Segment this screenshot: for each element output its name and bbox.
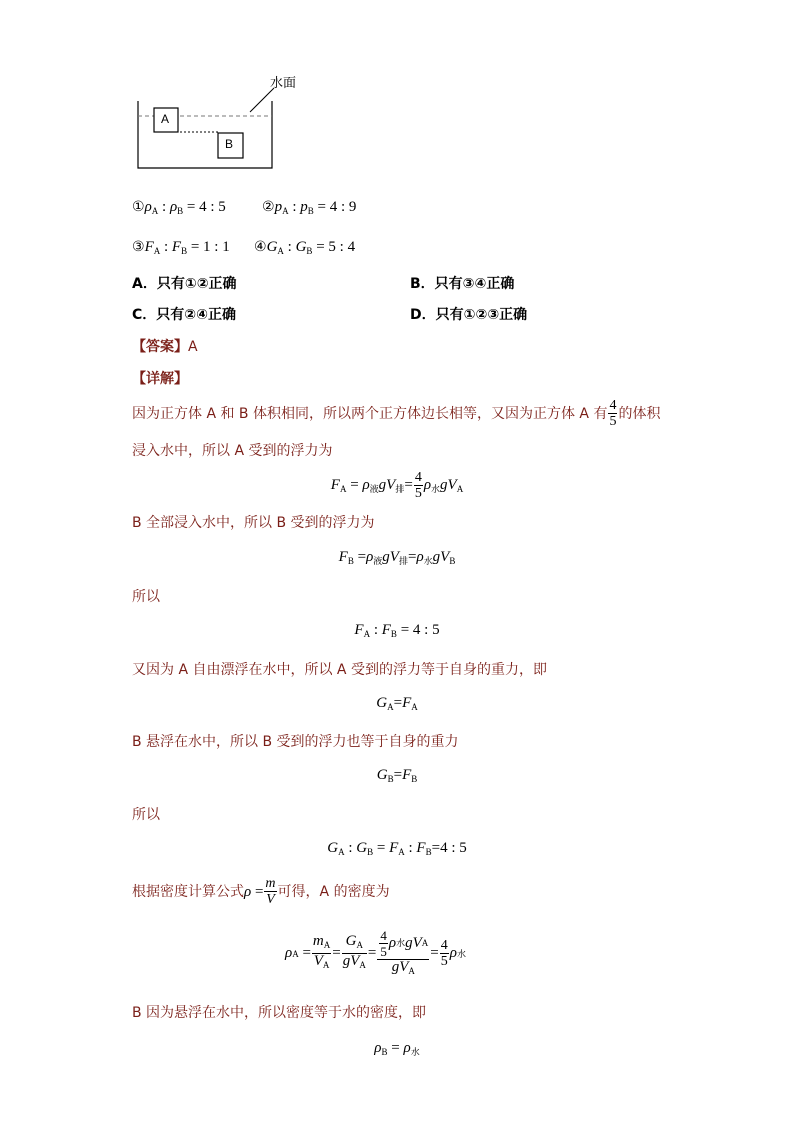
paragraph-1-text-a: 因为正方体 A 和 B 体积相同，所以两个正方体边长相等，又因为正方体 A 有 <box>132 405 608 422</box>
explanation-paragraph-8 <box>132 876 390 907</box>
option-d: D．只有①②③正确 <box>410 307 528 323</box>
explanation-paragraph-4: 所以 <box>132 589 160 605</box>
density-formula: ρ = $\frac{m}{V}$ <box>244 876 276 907</box>
statement-1-mark: ① <box>132 199 145 215</box>
answer-line <box>132 337 198 357</box>
equation-3: $F_A$ : $F_B = 4$ : 5 <box>354 622 440 639</box>
statement-1-formula: $\rho_A$ : $\rho_B = 4$ : 5 <box>144 199 226 216</box>
answer-value: A <box>188 339 198 355</box>
explanation-paragraph-1 <box>132 398 660 429</box>
statement-4-mark: ④ <box>254 239 267 255</box>
statement-3 <box>132 236 230 257</box>
block-b-label: B <box>225 137 234 151</box>
paragraph-8-text-a: 根据密度计算公式 <box>132 883 244 900</box>
statement-1 <box>132 196 226 217</box>
explanation-paragraph-6: B 悬浮在水中，所以 B 受到的浮力也等于自身的重力 <box>132 734 459 750</box>
option-c: C．只有②④正确 <box>132 307 236 323</box>
water-surface-label: 水面 <box>270 76 297 91</box>
equation-1: $F_A = \rho_液gV_排=$ $\frac{4}{5}$ $\rho_水gV_A$ <box>330 470 464 501</box>
statement-4 <box>254 236 355 257</box>
explanation-paragraph-9: B 因为悬浮在水中，所以密度等于水的密度，即 <box>132 1005 427 1021</box>
statement-2-mark: ② <box>262 199 275 215</box>
explanation-paragraph-7: 所以 <box>132 807 160 823</box>
statement-3-formula: $F_A$ : $F_B = 1$ : 1 <box>144 239 230 256</box>
answer-label: 【答案】 <box>132 339 188 355</box>
equation-9: $\rho_B = \rho_水$ <box>374 1040 420 1057</box>
explanation-paragraph-3: B 全部浸入水中，所以 B 受到的浮力为 <box>132 515 375 531</box>
statement-4-formula: $G_A$ : $G_B = 5$ : 4 <box>266 239 356 256</box>
four-fifths-fraction: $\frac{4}{5}$ <box>609 398 617 429</box>
block-a-label: A <box>161 112 170 126</box>
buoyancy-figure <box>130 70 310 180</box>
equation-8: ρ A = $\frac{m_A}{V_A}$ = $\frac{G_A}{gV_A}$ = $\frac{4}{5}$ ρ 水 gV A $gV_A$ = $\frac{4}{5}$ ρ 水 <box>285 928 466 976</box>
option-a: A．只有①②正确 <box>132 276 237 292</box>
statement-3-mark: ③ <box>132 239 145 255</box>
equation-2: $F_B =\rho_液gV_排=\rho_水gV_B$ <box>338 549 456 566</box>
equation-6: $G_A$ : $G_B = F_A$ : $F_B=4$ : 5 <box>327 840 467 857</box>
statement-2-formula: $p_A$ : $p_B = 4$ : 9 <box>274 199 357 216</box>
explanation-paragraph-2: 浸入水中，所以 A 受到的浮力为 <box>132 443 333 459</box>
explanation-paragraph-5: 又因为 A 自由漂浮在水中，所以 A 受到的浮力等于自身的重力，即 <box>132 662 547 678</box>
explanation-label: 【详解】 <box>132 371 188 387</box>
paragraph-1-text-b: 的体积 <box>618 405 661 422</box>
statement-2 <box>262 196 356 217</box>
option-b: B．只有③④正确 <box>410 276 515 292</box>
equation-4: $G_A=F_A$ <box>376 695 418 712</box>
equation-5: $G_B=F_B$ <box>376 767 418 784</box>
paragraph-8-text-b: 可得，A 的密度为 <box>277 883 390 900</box>
